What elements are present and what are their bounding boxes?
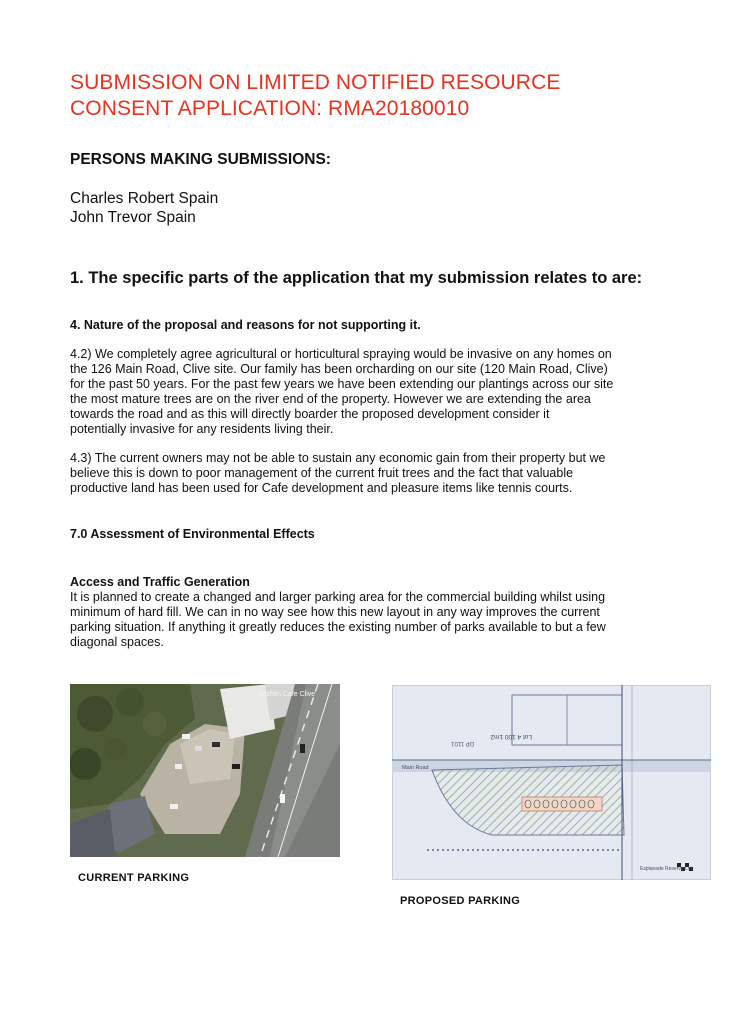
document-title	[70, 70, 690, 122]
plan-road-label: Main Road	[402, 765, 429, 771]
access-paragraph	[70, 590, 670, 650]
paragraph-line: diagonal spaces.	[70, 634, 164, 649]
paragraph-4-3	[70, 451, 670, 496]
paragraph-line: potentially invasive for any residents living their.	[70, 421, 334, 436]
paragraph-line: for the past 50 years. For the past few years we have been extending our plantings across our site	[70, 376, 614, 391]
aerial-photo-illustration	[70, 684, 340, 857]
title-line-1: SUBMISSION ON LIMITED NOTIFIED RESOURCE	[70, 71, 561, 94]
person-name: Charles Robert Spain	[70, 190, 219, 207]
paragraph-line: towards the road and as this will directly boarder the proposed development consider it	[70, 406, 550, 421]
current-parking-caption: CURRENT PARKING	[78, 872, 190, 884]
paragraph-line: productive land has been used for Cafe development and pleasure items like tennis courts.	[70, 480, 573, 495]
assessment-heading: 7.0 Assessment of Environmental Effects	[70, 527, 315, 541]
access-heading: Access and Traffic Generation	[70, 575, 250, 589]
paragraph-line: 4.3) The current owners may not be able to sustain any economic gain from their property but we	[70, 451, 606, 465]
plan-lot-label: Lot 4 100 1m2	[490, 733, 532, 740]
paragraph-line: minimum of hard fill. We can in no way see how this new layout in any way improves the current	[70, 604, 600, 619]
persons-heading: PERSONS MAKING SUBMISSIONS:	[70, 151, 331, 168]
paragraph-line: believe this is down to poor management of the current fruit trees and the fact that valuable	[70, 465, 574, 480]
specific-parts-heading: 1. The specific parts of the application that my submission relates to are:	[70, 269, 643, 287]
aerial-overlay-text: Bushlin Cafe Clive	[258, 691, 316, 698]
plan-reserve-label: Esplanade Reserve Lot	[640, 866, 692, 872]
nature-heading: 4. Nature of the proposal and reasons for not supporting it.	[70, 318, 421, 332]
paragraph-line: parking situation. If anything it greatly reduces the existing number of parks available to but a few	[70, 619, 606, 634]
person-name: John Trevor Spain	[70, 209, 196, 226]
proposed-parking-caption: PROPOSED PARKING	[400, 895, 521, 907]
title-line-2: CONSENT APPLICATION: RMA20180010	[70, 97, 470, 120]
plan-left-label: DP 1101	[451, 740, 474, 746]
paragraph-line: the most mature trees are on the river end of the property. However we are extending the area	[70, 391, 591, 406]
paragraph-line: the 126 Main Road, Clive site. Our family has been orcharding on our site (120 Main Road, Clive)	[70, 361, 608, 376]
paragraph-line: 4.2) We completely agree agricultural or horticultural spraying would be invasive on any homes on	[70, 347, 612, 361]
current-parking-aerial-photo	[70, 684, 340, 857]
paragraph-4-2	[70, 347, 670, 436]
site-plan-illustration	[392, 685, 711, 880]
proposed-parking-plan	[392, 685, 711, 880]
persons-list	[70, 189, 218, 227]
paragraph-line: It is planned to create a changed and larger parking area for the commercial building whilst using	[70, 590, 606, 604]
